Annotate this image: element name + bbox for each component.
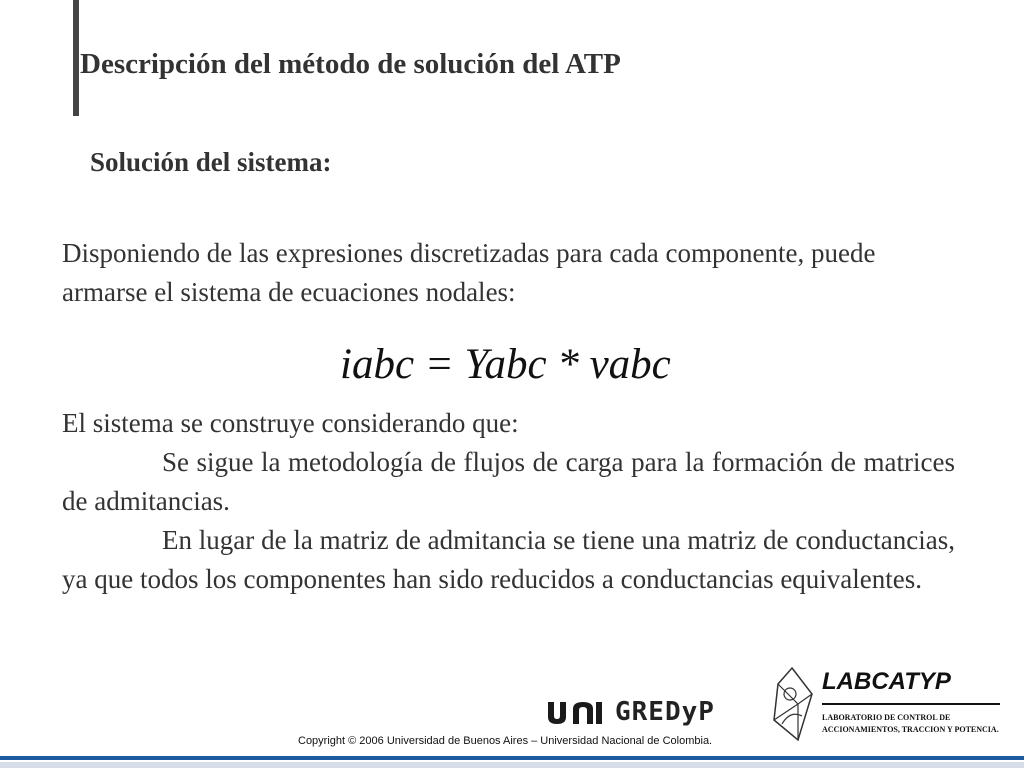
paragraph-intro: Disponiendo de las expresiones discretizadas para cada componente, puede armarse el sistema de ecuaciones nodales: (62, 238, 876, 307)
footer-rule (0, 756, 1024, 760)
copyright-notice: Copyright © 2006 Universidad de Buenos Aires – Universidad Nacional de Colombia. (298, 735, 713, 747)
slide-subtitle: Solución del sistema: (90, 147, 332, 177)
labcatyp-description (822, 712, 1022, 736)
labcatyp-desc-line-1: LABORATORIO DE CONTROL DE (822, 713, 951, 722)
title-accent-bar (73, 0, 79, 116)
gredyp-logo-text: GREDyP (615, 697, 715, 727)
labcatyp-divider (822, 703, 1000, 705)
un-logo (546, 700, 604, 726)
footer-band (0, 762, 1024, 768)
condition-item-2: En lugar de la matriz de admitancia se tiene una matriz de conductancias, ya que todos los componentes han sido reducidos a conductancias equivalentes. (62, 525, 955, 594)
slide-title: Descripción del método de solución del ATP (80, 48, 621, 80)
conditions-intro: El sistema se construye considerando que: (62, 408, 519, 438)
conditions-block (62, 404, 955, 599)
labcatyp-emblem-icon (768, 664, 816, 744)
condition-item-1: Se sigue la metodología de flujos de carga para la formación de matrices de admitancias. (62, 447, 955, 516)
nodal-equation: iabc = Yabc * vabc (340, 341, 671, 388)
labcatyp-logo-text: LABCATYP (822, 668, 951, 695)
labcatyp-desc-line-2: ACCIONAMIENTOS, TRACCION Y POTENCIA. (822, 725, 999, 734)
